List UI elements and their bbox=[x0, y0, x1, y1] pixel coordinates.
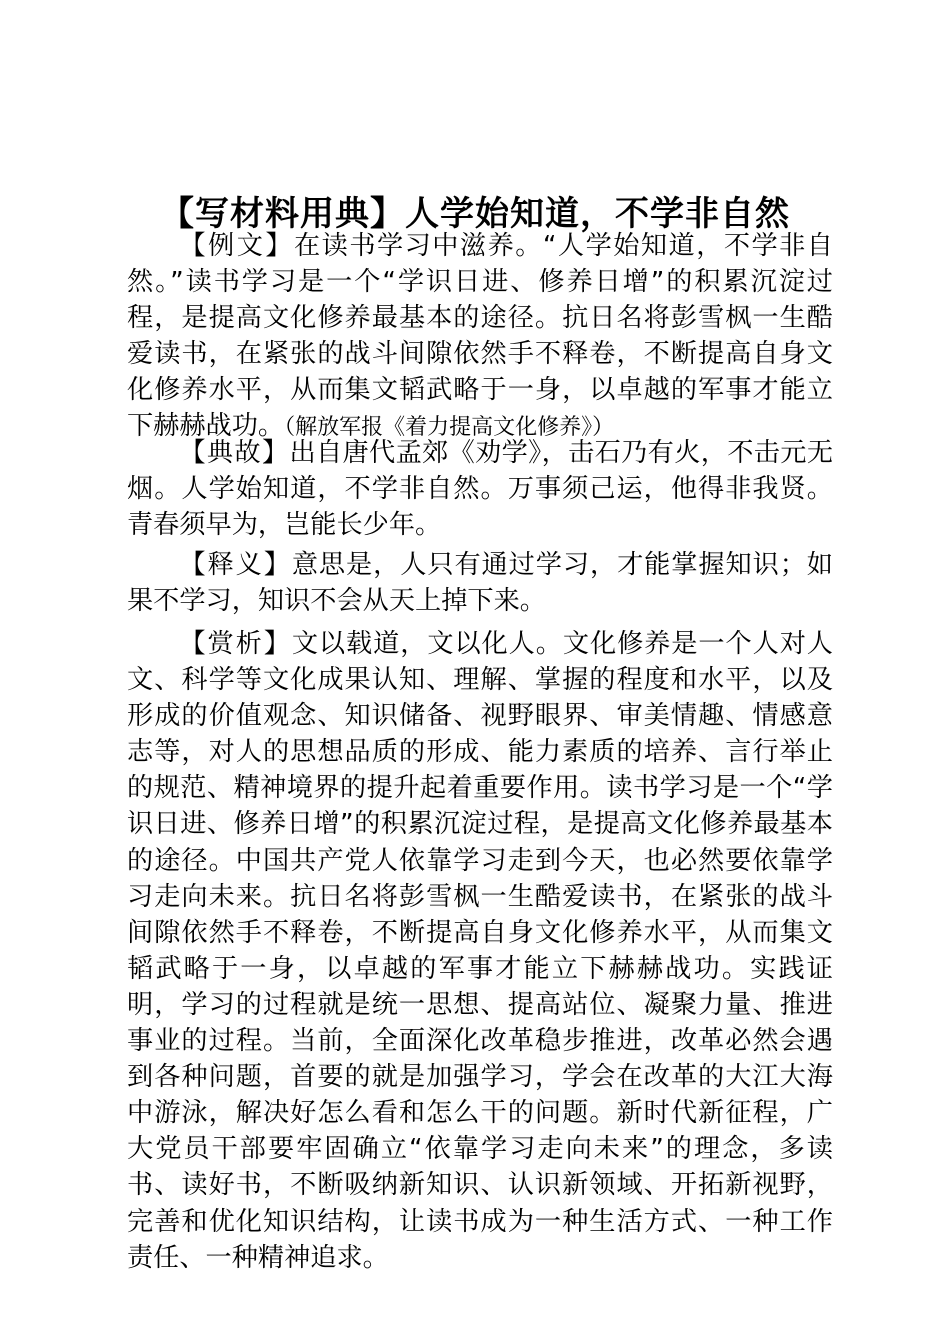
example-source: （解放军报《着力提高文化修养》） bbox=[284, 415, 615, 441]
example-text: 在读书学习中滋养。“人学始知道，不学非自然。”读书学习是一个“学识日进、修养日增”的积累沉淀过程，是提高文化修养最基本的途径。抗日名将彭雪枫一生酷爱读书，在紧张的战斗间隙依然手不释卷，不断提高自身文化修养水平，从而集文韬武略于一身，以卓越的军事才能立下赫赫战功。 bbox=[127, 231, 833, 442]
example-paragraph bbox=[127, 228, 833, 447]
meaning-paragraph bbox=[127, 547, 833, 619]
appreciation-paragraph bbox=[127, 626, 833, 1276]
appreciation-tag: 【赏析】 bbox=[179, 629, 292, 659]
meaning-tag: 【释义】 bbox=[179, 550, 292, 580]
allusion-text: 出自唐代孟郊《劝学》，击石乃有火，不击元无烟。人学始知道，不学非自然。万事须己运，他得非我贤。青春须早为，岂能长少年。 bbox=[127, 438, 833, 541]
page-title: 【写材料用典】人学始知道，不学非自然 bbox=[160, 193, 790, 234]
example-tag: 【例文】 bbox=[179, 231, 295, 261]
allusion-tag: 【典故】 bbox=[179, 438, 290, 468]
allusion-paragraph bbox=[127, 435, 833, 543]
meaning-text: 意思是，人只有通过学习，才能掌握知识；如果不学习，知识不会从天上掉下来。 bbox=[127, 550, 833, 617]
appreciation-text: 文以载道，文以化人。文化修养是一个人对人文、科学等文化成果认知、理解、掌握的程度和水平，以及形成的价值观念、知识储备、视野眼界、审美情趣、情感意志等，对人的思想品质的形成、能力素质的培养、言行举止的规范、精神境界的提升起着重要作用。读书学习是一个“学识日进、修养日增”的积累沉淀过程，是提高文化修养最基本的途径。中国共产党人依靠学习走到今天，也必然要依靠学习走向未来。抗日名将彭雪枫一生酷爱读书，在紧张的战斗间隙依然手不释卷，不断提高自身文化修养水平，从而集文韬武略于一身，以卓越的军事才能立下赫赫战功。实践证明，学习的过程就是统一思想、提高站位、凝聚力量、推进事业的过程。当前，全面深化改革稳步推进，改革必然会遇到各种问题，首要的就是加强学习，学会在改革的大江大海中游泳，解决好怎么看和怎么干的问题。新时代新征程，广大党员干部要牢固确立“依靠学习走向未来”的理念，多读书、读好书，不断吸纳新知识、认识新领域、开拓新视野，完善和优化知识结构，让读书成为一种生活方式、一种工作责任、一种精神追求。 bbox=[127, 629, 833, 1273]
